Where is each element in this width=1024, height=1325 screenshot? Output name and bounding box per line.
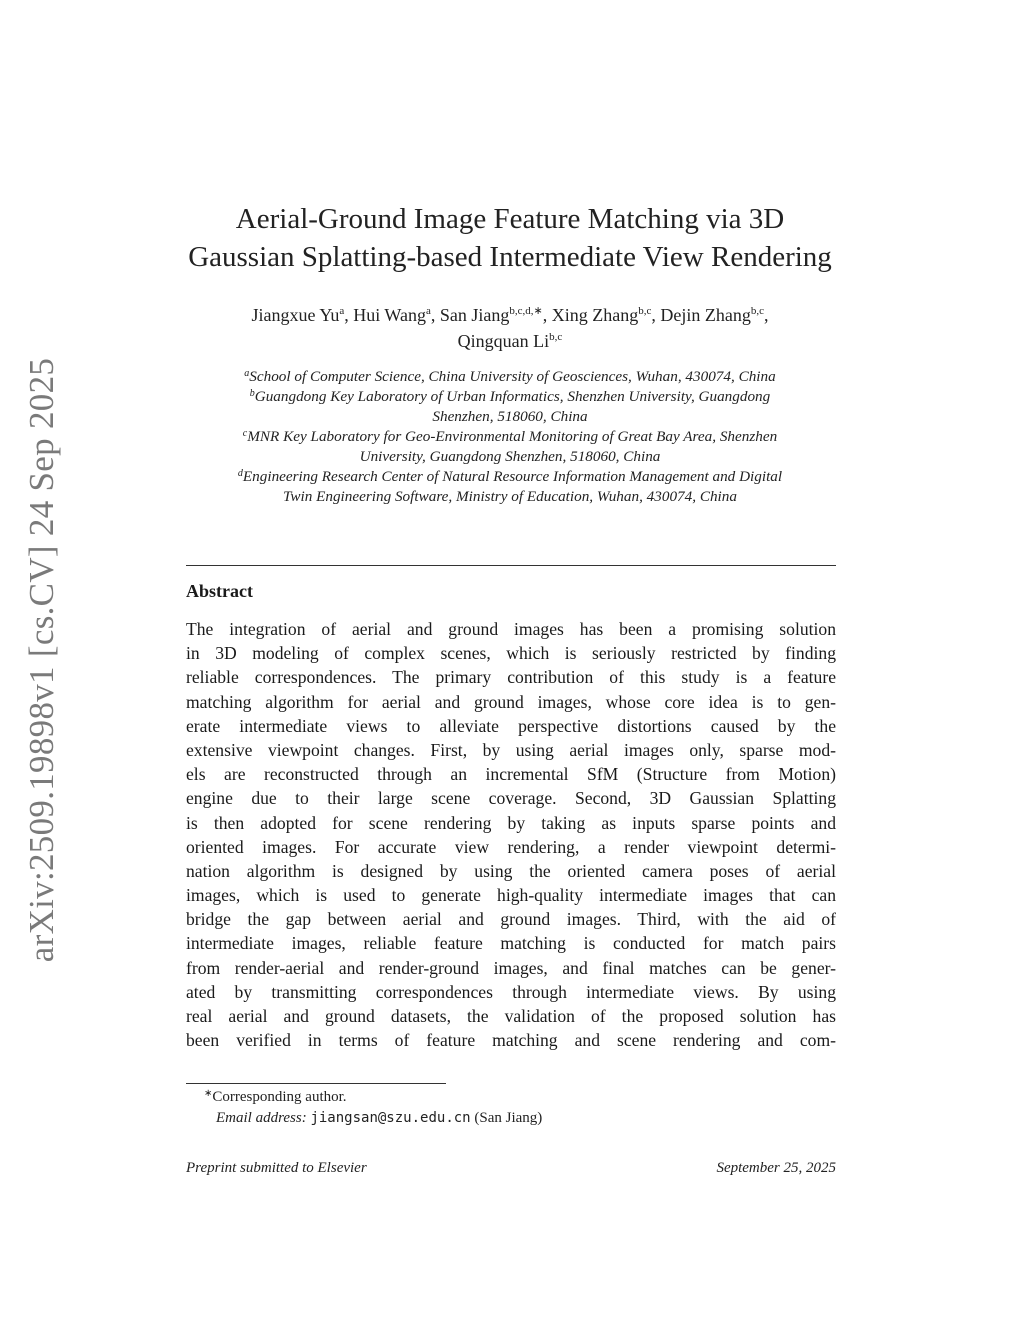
abstract-line: been verified in terms of feature matching and scene rendering and com-: [186, 1030, 836, 1051]
abstract-line: oriented images. For accurate view rendering, a render viewpoint determi-: [186, 836, 836, 857]
author-separator: ,: [542, 305, 552, 325]
abstract-line: from render-aerial and render-ground images, and final matches can be gener-: [186, 957, 836, 978]
affiliation-mark: b: [249, 388, 255, 399]
abstract-heading: Abstract: [186, 581, 253, 601]
abstract-line: reliable correspondences. The primary contribution of this study is a feature: [186, 667, 836, 688]
author-name: Hui Wang: [353, 305, 426, 325]
abstract-line: intermediate images, reliable feature matching is conducted for match pairs: [186, 933, 836, 954]
email-owner: (San Jiang): [474, 1110, 543, 1126]
abstract-line: erate intermediate views to alleviate perspective distortions caused by the: [186, 715, 836, 736]
affiliation-text: Engineering Research Center of Natural Resource Information Management and Digital: [242, 468, 783, 485]
author-name: Jiangxue Yu: [251, 305, 340, 325]
author-separator: ,: [651, 305, 661, 325]
abstract-line: els are reconstructed through an incremental SfM (Structure from Motion): [186, 764, 836, 785]
affiliation-d: [170, 467, 850, 487]
abstract-line: bridge the gap between aerial and ground images. Third, with the aid of: [186, 909, 836, 930]
author-name: Dejin Zhang: [660, 305, 751, 325]
author-separator: ,: [344, 305, 354, 325]
author-separator: ,: [763, 305, 769, 325]
abstract-line: extensive viewpoint changes. First, by using aerial images only, sparse mod-: [186, 739, 836, 760]
paper-title: [150, 200, 870, 276]
affiliation-mark: a: [244, 368, 250, 379]
author-affil-mark: b,c,d,∗: [509, 305, 543, 317]
email-label: Email address:: [216, 1110, 307, 1126]
abstract-line: real aerial and ground datasets, the validation of the proposed solution has: [186, 1006, 836, 1026]
affiliation-a: [170, 367, 850, 387]
affiliation-text: Guangdong Key Laboratory of Urban Informatics, Shenzhen University, Guangdong: [254, 388, 771, 405]
corresponding-mark: ∗: [204, 1088, 213, 1099]
author-affil-mark: a: [339, 305, 345, 317]
author-list: [150, 302, 870, 354]
abstract-body: [186, 617, 836, 1052]
affiliation-text: MNR Key Laboratory for Geo-Environmental Monitoring of Great Bay Area, Shenzhen: [247, 428, 778, 445]
author-name: San Jiang: [439, 305, 510, 325]
author-affil-mark: b,c: [750, 305, 764, 317]
title-line-1: Aerial-Ground Image Feature Matching via 3D: [235, 203, 785, 235]
author-affil-mark: b,c: [549, 331, 563, 343]
affiliation-b: [170, 387, 850, 407]
affiliation-d-cont: Twin Engineering Software, Ministry of Education, Wuhan, 430074, China: [283, 488, 737, 505]
author-name: Qingquan Li: [457, 331, 550, 351]
footnote-rule: [186, 1083, 446, 1084]
abstract-line: in 3D modeling of complex scenes, which is seriously restricted by finding: [186, 643, 836, 664]
abstract-line: engine due to their large scene coverage. Second, 3D Gaussian Splatting: [186, 788, 836, 809]
author-separator: ,: [430, 305, 440, 325]
author-affil-mark: b,c: [638, 305, 652, 317]
abstract-line: images, which is used to generate high-quality intermediate images that can: [186, 885, 836, 906]
affiliation-list: [170, 367, 850, 507]
abstract-line: nation algorithm is designed by using the oriented camera poses of aerial: [186, 860, 836, 881]
title-line-2: Gaussian Splatting-based Intermediate View Rendering: [188, 241, 832, 273]
author-name: Xing Zhang: [551, 305, 639, 325]
footer-date: September 25, 2025: [716, 1160, 836, 1176]
affiliation-mark: d: [237, 468, 243, 479]
abstract-line: ated by transmitting correspondences through intermediate views. By using: [186, 981, 836, 1002]
arxiv-id[interactable]: arXiv:2509.19898v1 [cs.CV] 24 Sep 2025: [22, 357, 61, 963]
author-line-1: [150, 302, 870, 328]
abstract-line: The integration of aerial and ground images has been a promising solution: [186, 619, 836, 639]
corresponding-text: Corresponding author.: [212, 1089, 347, 1105]
affiliation-c: [170, 427, 850, 447]
footer-preprint-note: Preprint submitted to Elsevier: [186, 1160, 367, 1176]
abstract-top-rule: [186, 565, 836, 566]
affiliation-mark: c: [242, 428, 248, 439]
author-line-2: [150, 328, 870, 354]
affiliation-b-cont: Shenzhen, 518060, China: [432, 408, 588, 425]
abstract-line: matching algorithm for aerial and ground images, whose core idea is to gen-: [186, 691, 836, 712]
email-link[interactable]: jiangsan@szu.edu.cn: [310, 1110, 471, 1126]
author-affil-mark: a: [425, 305, 431, 317]
email-note: [186, 1108, 836, 1129]
affiliation-text: School of Computer Science, China University of Geosciences, Wuhan, 430074, China: [249, 368, 776, 385]
affiliation-c-cont: University, Guangdong Shenzhen, 518060, China: [359, 448, 661, 465]
footnotes: [186, 1087, 836, 1129]
corresponding-author-note: [186, 1087, 836, 1108]
abstract-line: is then adopted for scene rendering by taking as inputs sparse points and: [186, 812, 836, 833]
